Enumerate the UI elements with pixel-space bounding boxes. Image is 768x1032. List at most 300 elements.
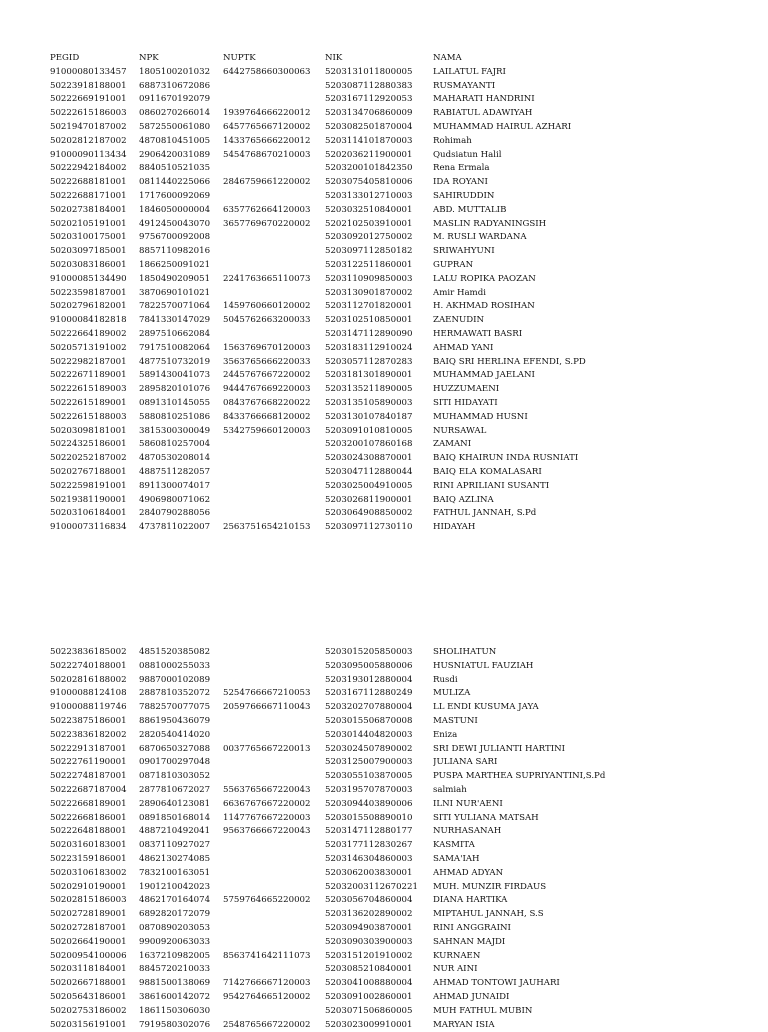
cell-npk: 2887810352072: [139, 688, 211, 699]
cell-nama: SRI DEWI JULIANTI HARTINI: [433, 743, 566, 754]
cell-nuptk: [223, 936, 325, 950]
cell-nuptk: [223, 259, 325, 273]
cell-nuptk: [223, 756, 325, 770]
table-row: [50, 480, 733, 494]
cell-npk: 7832100163051: [139, 867, 211, 878]
cell-npk: 0837110927027: [139, 840, 211, 851]
cell-pegid: 91000085134490: [50, 273, 127, 284]
cell-nama: SITI YULIANA MATSAH: [433, 812, 539, 823]
cell-pegid: 50222942184002: [50, 163, 127, 174]
cell-npk: 8861950436079: [139, 715, 211, 726]
cell-nama: SAHNAN MAJDI: [433, 936, 506, 947]
table-row: [50, 397, 733, 411]
cell-npk: 8840510521035: [139, 163, 211, 174]
cell-nama: ILNI NUR'AENI: [433, 798, 503, 809]
table-row: [50, 342, 733, 356]
table-row: [50, 812, 733, 826]
table-row: [50, 383, 733, 397]
table-row: [50, 80, 733, 94]
cell-npk: 1861150306030: [139, 1005, 211, 1016]
table-row: [50, 135, 733, 149]
cell-pegid: 50205713191002: [50, 342, 127, 353]
cell-pegid: 50223918188001: [50, 80, 127, 91]
cell-npk: 5872550061080: [139, 121, 211, 132]
cell-npk: 8911300074017: [139, 480, 211, 491]
cell-nama: Rusdi: [433, 674, 458, 685]
cell-nama: AHMAD YANI: [433, 342, 494, 353]
cell-pegid: 50202815186003: [50, 895, 127, 906]
cell-nuptk: 1939764666220012: [223, 108, 311, 119]
cell-nuptk: [223, 853, 325, 867]
cell-npk: 8857110982016: [139, 246, 211, 257]
cell-npk: 2840790288056: [139, 508, 211, 519]
cell-nuptk: 5759764665220002: [223, 895, 311, 906]
cell-nama: M. RUSLI WARDANA: [433, 232, 527, 243]
cell-nama: MULIZA: [433, 688, 471, 699]
cell-nik: 5203024507890002: [325, 743, 413, 754]
table-row: [50, 743, 733, 757]
cell-nik: 5203200101842350: [325, 163, 413, 174]
cell-npk: 7882570077075: [139, 702, 211, 713]
cell-pegid: 50222688181001: [50, 177, 127, 188]
table-row: [50, 756, 733, 770]
cell-pegid: 50223836185002: [50, 647, 127, 657]
table-row: [50, 825, 733, 839]
cell-npk: 4862170164074: [139, 895, 211, 906]
cell-nuptk: 9444767669220003: [223, 384, 311, 395]
table-row: [50, 715, 733, 729]
cell-nik: 5203110909850003: [325, 273, 413, 284]
cell-pegid: 50220252187002: [50, 453, 127, 464]
cell-pegid: 91000088119746: [50, 702, 127, 713]
cell-npk: 5891430041073: [139, 370, 211, 381]
cell-pegid: 50203118184001: [50, 964, 127, 975]
cell-nuptk: 0843767668220022: [223, 397, 311, 408]
cell-pegid: 50222982187001: [50, 356, 127, 367]
header-nama: NAMA: [433, 53, 462, 63]
cell-nuptk: [223, 438, 325, 452]
cell-nuptk: 6442758660300063: [223, 66, 311, 77]
cell-nik: 5203114101870003: [325, 135, 413, 146]
cell-nik: 5203135105890003: [325, 397, 413, 408]
cell-pegid: 50222598191001: [50, 480, 127, 491]
cell-nik: 5203094903870001: [325, 922, 413, 933]
cell-npk: 9756700092008: [139, 232, 211, 243]
cell-nama: SRIWAHYUNI: [433, 246, 495, 257]
cell-nuptk: 1147767667220003: [223, 812, 311, 823]
cell-nik: 5202036211900001: [325, 149, 413, 160]
cell-nik: 5203147112890090: [325, 328, 413, 339]
cell-npk: 1866250091021: [139, 259, 211, 270]
cell-pegid: 50222669191001: [50, 94, 127, 105]
cell-pegid: 91000080133457: [50, 66, 127, 77]
cell-nuptk: 8563741642111073: [223, 950, 311, 961]
cell-pegid: 50222668189001: [50, 798, 127, 809]
cell-nuptk: 3657769670220002: [223, 218, 311, 229]
cell-nik: 5203055103870005: [325, 771, 413, 782]
cell-nama: AHMAD ADYAN: [433, 867, 504, 878]
cell-nuptk: 6357762664120003: [223, 204, 311, 215]
cell-pegid: 50222664189002: [50, 328, 127, 339]
cell-nik: 5203133012710003: [325, 190, 413, 201]
table-row: [50, 356, 733, 370]
cell-nik: 5203200107860168: [325, 439, 413, 450]
cell-nama: Amir Hamdi: [433, 287, 486, 298]
cell-npk: 3815300300049: [139, 425, 211, 436]
table-row: [50, 936, 733, 950]
cell-nik: 5203090303900003: [325, 936, 413, 947]
cell-nama: PUSPA MARTHEA SUPRIYANTINI,S.Pd: [433, 771, 606, 782]
cell-pegid: 50202910190001: [50, 881, 127, 892]
cell-nama: RINI ANGGRAINI: [433, 922, 511, 933]
cell-pegid: 91000090113434: [50, 149, 127, 160]
cell-pegid: 50202728187001: [50, 922, 127, 933]
table-row: [50, 867, 733, 881]
cell-nama: BAIQ ELA KOMALASARI: [433, 466, 542, 477]
cell-nuptk: [223, 494, 325, 508]
cell-nik: 5203095005880006: [325, 660, 413, 671]
table-row: [50, 881, 733, 895]
table-row: [50, 328, 733, 342]
cell-nama: DIANA HARTIKA: [433, 895, 508, 906]
cell-nuptk: [223, 1005, 325, 1019]
table-row: [50, 245, 733, 259]
cell-nuptk: 7142766667120003: [223, 978, 311, 989]
cell-pegid: 50222748187001: [50, 771, 127, 782]
cell-npk: 2897510662084: [139, 328, 211, 339]
cell-pegid: 50202816188002: [50, 674, 127, 685]
cell-nama: FATHUL JANNAH, S.Pd: [433, 508, 537, 519]
header-nuptk: NUPTK: [223, 53, 256, 63]
cell-pegid: 50203156191001: [50, 1019, 127, 1030]
table-row: [50, 218, 733, 232]
table-row: [50, 674, 733, 688]
cell-nik: 5203200311267022​1: [325, 881, 418, 892]
header-pegid: PEGID: [50, 53, 80, 63]
cell-nuptk: 1459760660120002: [223, 301, 311, 312]
cell-nuptk: [223, 674, 325, 688]
cell-nik: 5202102503910001: [325, 218, 413, 229]
cell-pegid: 50202812187002: [50, 135, 127, 146]
cell-npk: 4870810451005: [139, 135, 211, 146]
cell-pegid: 50223875186001: [50, 715, 127, 726]
table-row: [50, 438, 733, 452]
cell-nuptk: [223, 908, 325, 922]
cell-nama: HIDAYAH: [433, 522, 476, 533]
cell-npk: 1846050000004: [139, 204, 211, 215]
cell-pegid: 50222913187001: [50, 743, 127, 754]
table-row: [50, 977, 733, 991]
cell-nama: LL ENDI KUSUMA JAYA: [433, 702, 539, 713]
cell-pegid: 50203106184001: [50, 508, 127, 519]
cell-npk: 4862130274085: [139, 853, 211, 864]
cell-nama: AHMAD TONTOWI JAUHARI: [433, 978, 560, 989]
cell-pegid: 50202753186002: [50, 1005, 127, 1016]
table-row: [50, 1005, 733, 1019]
table-row: [50, 452, 733, 466]
table-row: [50, 950, 733, 964]
cell-pegid: 50205643186001: [50, 991, 127, 1002]
cell-nama: MAHARATI HANDRINI: [433, 94, 535, 105]
table-row: [50, 107, 733, 121]
cell-nama: Eniza: [433, 729, 458, 740]
cell-pegid: 50223159186001: [50, 853, 127, 864]
cell-nik: 5203082501870004: [325, 121, 413, 132]
table-row: [50, 646, 733, 660]
cell-nuptk: 5342759660120003: [223, 425, 311, 436]
table-row: [50, 231, 733, 245]
cell-nik: 5203131011800005: [325, 66, 413, 77]
employee-table-top: [50, 52, 733, 535]
cell-npk: 2890640123081: [139, 798, 211, 809]
cell-pegid: 50223598187001: [50, 287, 127, 298]
cell-nik: 5203125007900003: [325, 757, 413, 768]
cell-nama: SITI HIDAYATI: [433, 397, 498, 408]
cell-npk: 4912450043070: [139, 218, 211, 229]
cell-nuptk: [223, 466, 325, 480]
cell-nik: 5203091002860001: [325, 991, 413, 1002]
cell-pegid: 50202796182001: [50, 301, 127, 312]
cell-nuptk: [223, 729, 325, 743]
table-row: [50, 687, 733, 701]
cell-npk: 9900920063033: [139, 936, 211, 947]
cell-npk: 3861600142072: [139, 991, 211, 1002]
cell-npk: 0891850168014: [139, 812, 211, 823]
cell-nama: MASLIN RADYANINGSIH: [433, 218, 547, 229]
table-body-top: [50, 66, 733, 535]
cell-nik: 5203062003830001: [325, 867, 413, 878]
table-row: [50, 784, 733, 798]
cell-nama: ZAMANI: [433, 439, 472, 450]
cell-nama: MASTUNI: [433, 715, 478, 726]
cell-nik: 5203024308870001: [325, 453, 413, 464]
cell-pegid: 50222615186003: [50, 108, 127, 119]
cell-pegid: 50203083186001: [50, 259, 127, 270]
cell-npk: 0901700297048: [139, 757, 211, 768]
cell-nama: MUHAMMAD JAELANI: [433, 370, 535, 381]
cell-npk: 4851520385082: [139, 647, 211, 657]
cell-pegid: 50222671189001: [50, 370, 127, 381]
cell-nama: Qudsiatun Halil: [433, 149, 502, 160]
cell-nuptk: 2059766667110043: [223, 702, 311, 713]
header-npk: NPK: [139, 53, 159, 63]
cell-nik: 5203057112870283: [325, 356, 413, 367]
cell-pegid: 50203160183001: [50, 840, 127, 851]
cell-pegid: 50222687187004: [50, 784, 127, 795]
cell-npk: 2895820101076: [139, 384, 211, 395]
cell-nik: 5203094403890006: [325, 798, 413, 809]
header-row: [50, 52, 733, 66]
cell-nuptk: 2548765667220002: [223, 1019, 311, 1030]
cell-nik: 5203071506860005: [325, 1005, 413, 1016]
cell-nama: Rena Ermala: [433, 163, 490, 174]
cell-nik: 5203015205850003: [325, 647, 413, 657]
cell-npk: 1805100201032: [139, 66, 211, 77]
cell-npk: 0811440225066: [139, 177, 211, 188]
cell-nuptk: [223, 646, 325, 660]
cell-nik: 5203015506870008: [325, 715, 413, 726]
cell-pegid: 50222615189001: [50, 397, 127, 408]
cell-npk: 9881500138069: [139, 978, 211, 989]
cell-nik: 5203014404820003: [325, 729, 413, 740]
cell-npk: 1850490209051: [139, 273, 211, 284]
table-row: [50, 425, 733, 439]
cell-npk: 4870530208014: [139, 453, 211, 464]
cell-nik: 5203130901870002: [325, 287, 413, 298]
cell-pegid: 91000084182818: [50, 315, 127, 326]
cell-nama: HUSNIATUL FAUZIAH: [433, 660, 534, 671]
cell-npk: 7917510082064: [139, 342, 211, 353]
cell-nuptk: 2846759661220002: [223, 177, 311, 188]
table-row: [50, 369, 733, 383]
cell-nama: AHMAD JUNAIDI: [433, 991, 510, 1002]
cell-pegid: 50202664190001: [50, 936, 127, 947]
cell-pegid: 50203106183002: [50, 867, 127, 878]
table-row: [50, 494, 733, 508]
cell-nama: H. AKHMAD ROSIHAN: [433, 301, 535, 312]
cell-nik: 5203047112880044: [325, 466, 413, 477]
cell-nama: MUHAMMAD HAIRUL AZHARI: [433, 121, 572, 132]
cell-nuptk: [223, 287, 325, 301]
cell-nuptk: 3563765666220033: [223, 356, 311, 367]
cell-nama: NURSAWAL: [433, 425, 487, 436]
cell-nama: KURNAEN: [433, 950, 481, 961]
cell-nuptk: [223, 190, 325, 204]
table-row: [50, 853, 733, 867]
cell-nuptk: 2445767667220002: [223, 370, 311, 381]
cell-pegid: 50222615188003: [50, 411, 127, 422]
cell-nuptk: [223, 839, 325, 853]
cell-npk: 4887210492041: [139, 826, 211, 837]
cell-nik: 5203146304860003: [325, 853, 413, 864]
table-row: [50, 908, 733, 922]
cell-nama: RABIATUL ADAWIYAH: [433, 108, 533, 119]
cell-nama: LAILATUL FAJRI: [433, 66, 506, 77]
cell-pegid: 50202105191001: [50, 218, 127, 229]
cell-pegid: 50202728189001: [50, 909, 127, 920]
cell-pegid: 50202667188001: [50, 978, 127, 989]
cell-nuptk: [223, 660, 325, 674]
cell-npk: 4887511282057: [139, 466, 211, 477]
cell-nuptk: 6636767667220002: [223, 798, 311, 809]
cell-npk: 7919580302076: [139, 1019, 211, 1030]
table-row: [50, 149, 733, 163]
cell-nik: 5203056704860004: [325, 895, 413, 906]
cell-nuptk: 5254766667210053: [223, 688, 311, 699]
cell-nuptk: [223, 507, 325, 521]
cell-nik: 5203097112850182: [325, 246, 413, 257]
cell-nik: 5203075405810006: [325, 177, 413, 188]
employee-table-bottom: [50, 646, 733, 1032]
cell-nama: BAIQ KHAIRUN INDA RUSNIATI: [433, 453, 579, 464]
cell-nuptk: 5045762663200033: [223, 315, 311, 326]
cell-nik: 5203183112910024: [325, 342, 413, 353]
cell-pegid: 50219470187002: [50, 121, 127, 132]
cell-nama: MUHAMMAD HUSNI: [433, 411, 528, 422]
cell-nama: HUZZUMAENI: [433, 384, 500, 395]
cell-nuptk: 9563766667220043: [223, 826, 311, 837]
cell-pegid: 50202738184001: [50, 204, 127, 215]
cell-nama: MUH. MUNZIR FIRDAUS: [433, 881, 547, 892]
cell-nik: 5203193012880004: [325, 674, 413, 685]
table-row: [50, 121, 733, 135]
cell-nik: 5203151201910002: [325, 950, 413, 961]
cell-nuptk: 1563769670120003: [223, 342, 311, 353]
cell-pegid: 91000088124108: [50, 688, 127, 699]
cell-nama: ZAENUDIN: [433, 315, 485, 326]
cell-nik: 5203032510840001: [325, 204, 413, 215]
cell-nama: SAHIRUDDIN: [433, 190, 495, 201]
table-row: [50, 991, 733, 1005]
cell-nama: MARYAN ISIA: [433, 1019, 495, 1030]
cell-nik: 5203181301890001: [325, 370, 413, 381]
cell-pegid: 50203098181001: [50, 425, 127, 436]
cell-npk: 1717600092069: [139, 190, 211, 201]
cell-nik: 5203026811900001: [325, 494, 413, 505]
cell-nik: 5203122511860001: [325, 259, 413, 270]
table-row: [50, 521, 733, 535]
cell-npk: 0911670192079: [139, 94, 211, 105]
cell-nama: NUR AINI: [433, 964, 478, 975]
table-row: [50, 963, 733, 977]
table-row: [50, 190, 733, 204]
cell-nama: MUH FATHUL MUBIN: [433, 1005, 533, 1016]
cell-npk: 2877810672027: [139, 784, 211, 795]
cell-pegid: 50200954100006: [50, 950, 127, 961]
cell-nuptk: 5563765667220043: [223, 784, 311, 795]
table-row: [50, 894, 733, 908]
cell-pegid: 50222761190001: [50, 757, 127, 768]
cell-nama: GUPRAN: [433, 259, 474, 270]
cell-nuptk: [223, 328, 325, 342]
cell-nama: LALU ROPIKA PAOZAN: [433, 273, 536, 284]
cell-nama: BAIQ SRI HERLINA EFENDI, S.PD: [433, 356, 586, 367]
cell-nik: 5203167112880249: [325, 688, 413, 699]
cell-npk: 0881000255033: [139, 660, 211, 671]
table-row: [50, 729, 733, 743]
cell-nik: 5203167112920053: [325, 94, 413, 105]
cell-npk: 1637210982005: [139, 950, 211, 961]
header-nik: NIK: [325, 53, 343, 63]
table-row: [50, 287, 733, 301]
cell-nuptk: [223, 963, 325, 977]
cell-nama: NURHASANAH: [433, 826, 502, 837]
table-row: [50, 1019, 733, 1032]
table-row: [50, 314, 733, 328]
cell-nik: 5203025004910005: [325, 480, 413, 491]
cell-pegid: 50222648188001: [50, 826, 127, 837]
cell-nama: IDA ROYANI: [433, 177, 488, 188]
cell-npk: 4877510732019: [139, 356, 211, 367]
table-row: [50, 701, 733, 715]
cell-nuptk: 9542764665120002: [223, 991, 311, 1002]
table-row: [50, 770, 733, 784]
cell-nik: 5203112701820001: [325, 301, 413, 312]
cell-npk: 0871810303052: [139, 771, 211, 782]
cell-nik: 5203092012750002: [325, 232, 413, 243]
cell-nik: 5203195707870003: [325, 784, 413, 795]
cell-npk: 0891310145055: [139, 397, 211, 408]
cell-nama: JULIANA SARI: [433, 757, 498, 768]
cell-nik: 5203134706860009: [325, 108, 413, 119]
table-row: [50, 204, 733, 218]
cell-npk: 9887000102089: [139, 674, 211, 685]
cell-nik: 5203023009910001: [325, 1019, 413, 1030]
cell-npk: 4737811022007: [139, 522, 211, 533]
cell-nuptk: [223, 231, 325, 245]
cell-pegid: 50223836182002: [50, 729, 127, 740]
cell-nama: RUSMAYANTI: [433, 80, 496, 91]
